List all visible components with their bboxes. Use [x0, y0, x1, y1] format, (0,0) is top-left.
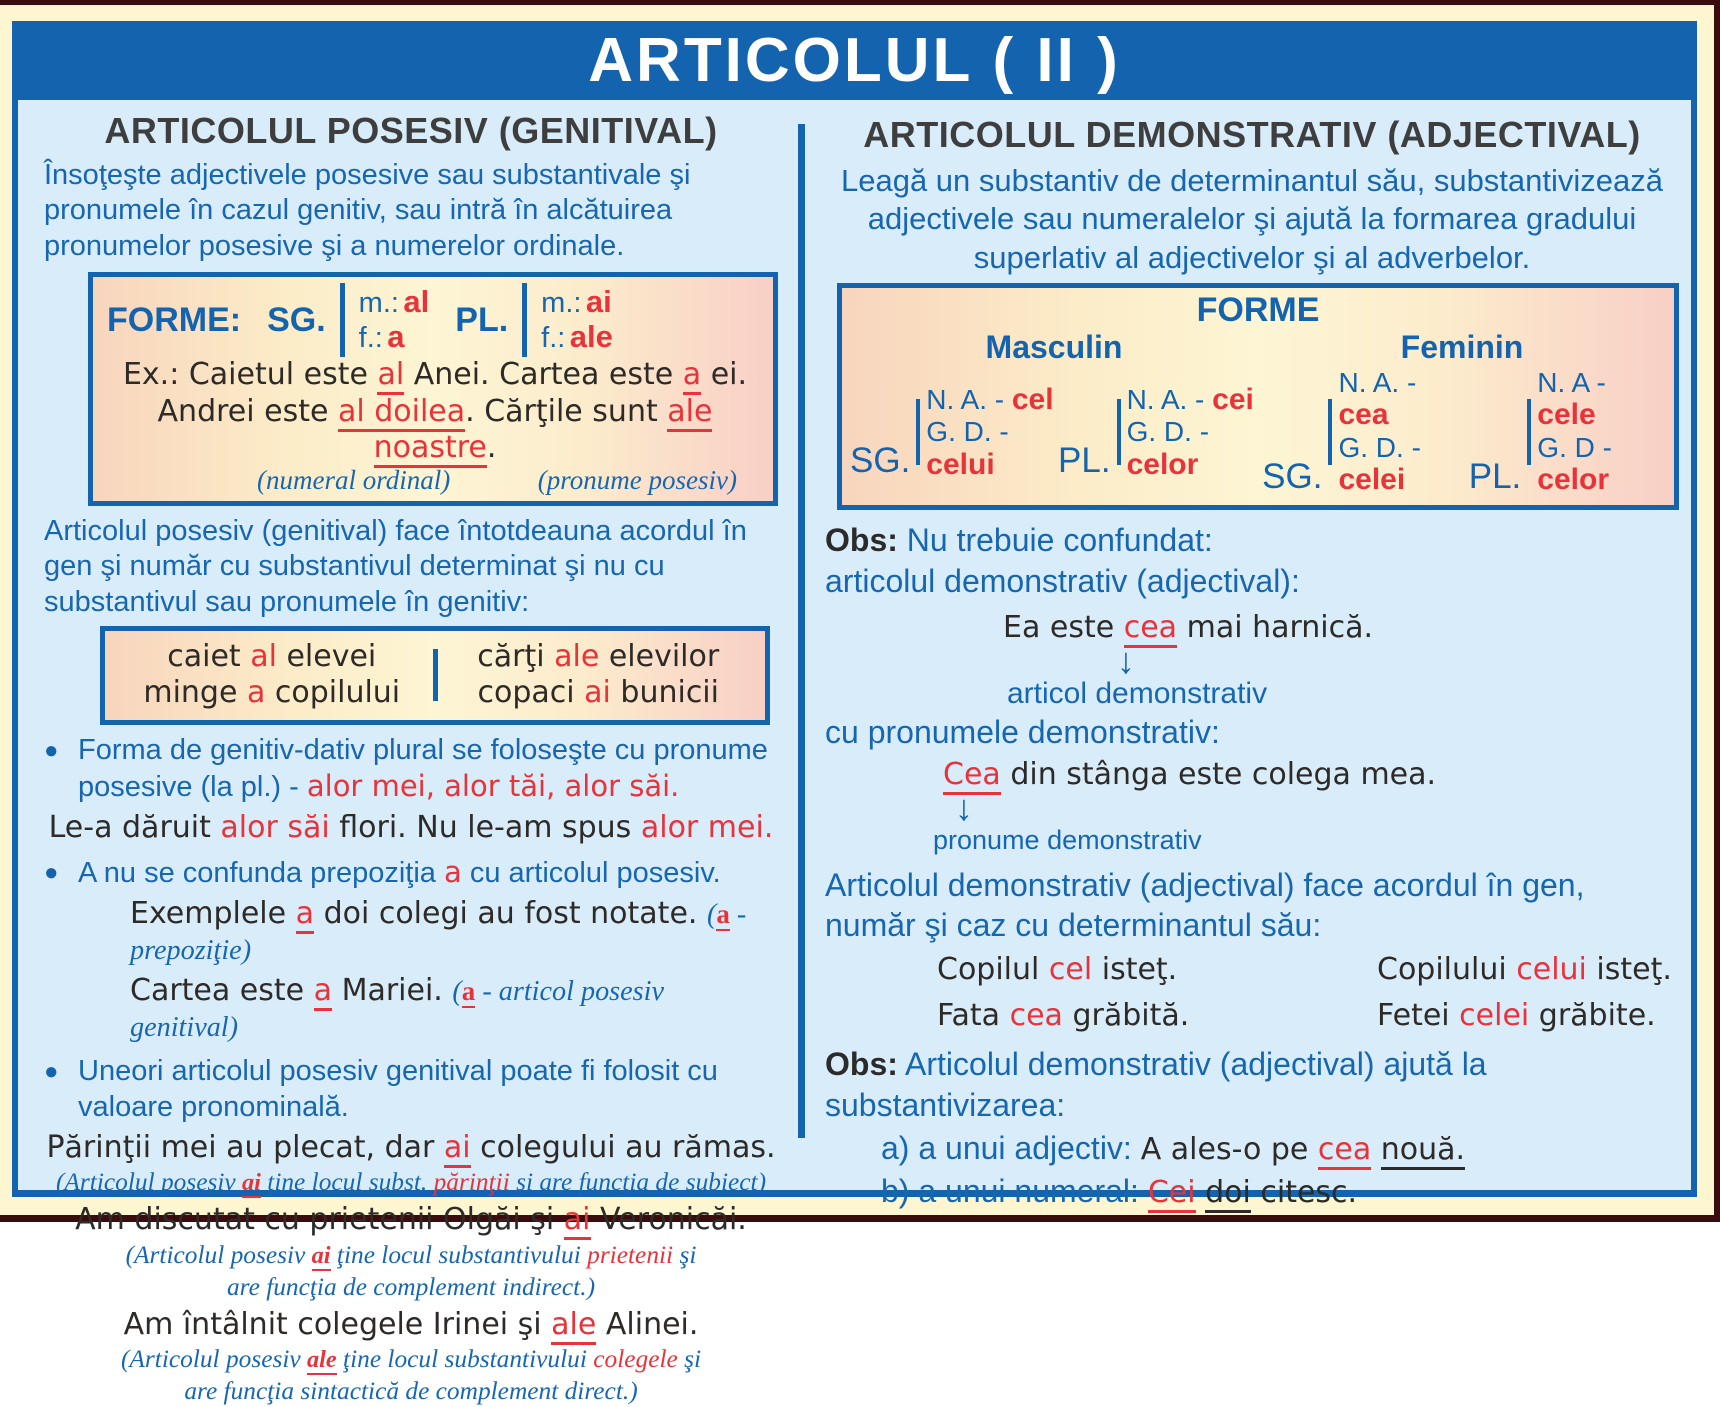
bullet2-example-2: Cartea este a Mariei. (a - articol posesiv genitival) [130, 972, 664, 1044]
bullet-genitiv-dativ [44, 733, 778, 806]
bullet3-note-3-line2: are funcţia sintactică de complement direct.) [184, 1377, 638, 1406]
poster-sheet [12, 21, 1697, 1406]
sg-f-label: f.: [358, 322, 383, 355]
note-numeral-ordinal: (numeral ordinal) [257, 464, 451, 495]
feminin-label: Feminin [1400, 328, 1524, 365]
item-numeral: b) a unui numeral: Cei doi citesc. [881, 1172, 1679, 1211]
down-arrow-icon: ↓ [955, 787, 973, 829]
sg-m-value: al [403, 284, 430, 320]
separator-bar [340, 283, 345, 357]
sg-f-value: a [387, 319, 405, 355]
title-bar [12, 21, 1697, 100]
pl-m-value: ai [585, 284, 612, 320]
demonstrativ-example-1: Ea este cea mai harnică. [825, 610, 1679, 646]
sg-forms [359, 285, 430, 355]
bullet-text: Forma de genitiv-dativ plural se foloseşte cu pronume posesive (la pl.) - alor mei, alor tăi, alor săi. [78, 734, 768, 804]
declension-group-sg-masc: SG. N. A. - cel G. D. - celui [850, 382, 1054, 481]
intro-posesiv: Însoţeşte adjectivele posesive sau substantivale şi pronumele în cazul genitiv, sau intră în alcătuirea pronumelor posesive şi a numerelor ordinale. [44, 159, 691, 262]
declension-group-pl-masc: PL. N. A. - cei G. D. - celor [1058, 382, 1254, 481]
bullet3-example-3: Am întâlnit colegele Irinei şi ale Alinei. [44, 1307, 778, 1344]
poster-content [12, 100, 1697, 1406]
sg-m-label: m.: [358, 287, 399, 320]
column-posesiv [18, 100, 798, 1406]
separator-bar [1328, 399, 1332, 465]
right-edge-line [1714, 0, 1720, 1222]
obs-label: Obs: [825, 521, 898, 558]
obs2-line2: substantivizarea: [825, 1086, 1066, 1123]
separator-bar [522, 283, 527, 357]
forme-example-1: Ex.: Caietul este al Anei. Cartea este a ei. [107, 357, 763, 394]
forme-example-2: Andrei este al doilea. Cărţile sunt ale noastre. [107, 394, 763, 467]
gender-row [850, 330, 1666, 365]
bullet-text: Uneori articolul posesiv genitival poate fi folosit cu valoare pronominală. [78, 1054, 718, 1123]
bullet-icon: ● [44, 1057, 59, 1085]
tag-pronume-demonstrativ: pronume demonstrativ [933, 824, 1202, 855]
forme-row [107, 283, 763, 357]
pl-m-label: m.: [541, 287, 582, 320]
heading-demonstrativ: ARTICOLUL DEMONSTRATIV (ADJECTIVAL) [863, 114, 1641, 155]
bullet3-example-2: Am discutat cu prietenii Olgăi şi ai Veronicăi. [44, 1202, 778, 1239]
bullet3-note-2-line2: are funcţia de complement indirect.) [226, 1272, 596, 1301]
heading-posesiv: ARTICOLUL POSESIV (GENITIVAL) [104, 110, 718, 151]
declension-groups [850, 367, 1666, 497]
forme-label: FORME: [107, 300, 242, 339]
agreement-examples-demonstrativ [825, 952, 1679, 1034]
separator-bar [916, 399, 920, 465]
declension-group-sg-fem: SG. N. A. - cea G. D. - celei [1262, 366, 1421, 497]
obs1-line2: articolul demonstrativ (adjectival): [825, 562, 1300, 599]
forme-box-demonstrativ [837, 283, 1679, 509]
agreement-left-column [111, 639, 433, 712]
obs1-line3: cu pronumele demonstrativ: [825, 714, 1220, 751]
agreement-right-column [438, 639, 760, 712]
agreement-examples-box [100, 626, 770, 725]
forme-title: FORME [1196, 291, 1320, 330]
agree-example: Copilului celui isteţ. [1377, 951, 1672, 987]
pl-f-label: f.: [541, 322, 566, 355]
separator-bar [1117, 399, 1121, 465]
obs1-line1: Obs: Nu trebuie confundat: [825, 521, 1213, 558]
pl-f-value: ale [569, 319, 613, 355]
page-title: ARTICOLUL ( II ) [588, 26, 1121, 95]
bullet3-note-3-line1: (Articolul posesiv ale ţine locul substantivului colegele şi [120, 1345, 702, 1374]
pl-forms [541, 285, 613, 355]
bullet3-note-2-line1: (Articolul posesiv ai ţine locul substantivului prietenii şi [125, 1240, 697, 1269]
agreement-example: caiet al elevei [167, 638, 377, 674]
substantivizare-items [825, 1129, 1679, 1211]
item-adjectiv: a) a unui adjectiv: A ales-o pe cea nouă. [881, 1129, 1679, 1168]
agreement-text-demonstrativ: Articolul demonstrativ (adjectival) face acordul în gen, număr şi caz cu determinantul său: [825, 867, 1585, 943]
intro-demonstrativ: Leagă un substantiv de determinantul său, substantivizează adjectivele sau numeralelor şi ajută la formarea gradului superlativ al adjectivelor şi al adverbelor. [840, 163, 1664, 275]
agreement-example: cărţi ale elevilor [477, 638, 720, 674]
top-edge-line [0, 0, 1720, 5]
forme-box-posesiv [88, 272, 778, 506]
column-demonstrativ [805, 100, 1691, 1211]
bullet3-note-1: (Articolul posesiv ai ţine locul subst. părinţii şi are funcţia de subiect) [55, 1168, 767, 1197]
bullet-icon: ● [44, 858, 59, 886]
tag-articol-demonstrativ: articol demonstrativ [1007, 677, 1268, 711]
masculin-label: Masculin [985, 328, 1123, 365]
forme-notes [107, 465, 763, 497]
sg-label: SG. [267, 300, 326, 339]
separator-bar [1527, 399, 1531, 465]
obs2-line1: Obs: Articolul demonstrativ (adjectival) ajută la [825, 1045, 1487, 1082]
bullet-icon: ● [44, 737, 59, 765]
down-arrow-icon: ↓ [1117, 639, 1135, 681]
bullet2-example-1: Exemplele a doi colegi au fost notate. (a - prepoziţie) [130, 895, 747, 967]
agree-example: Fata cea grăbită. [937, 997, 1190, 1033]
column-divider [798, 124, 805, 1138]
bullet3-example-1: Părinţii mei au plecat, dar ai colegului au rămas. [44, 1130, 778, 1167]
agreement-example: minge a copilului [143, 675, 401, 711]
pl-label: PL. [455, 300, 509, 339]
bullet-valoare-pronominala [44, 1054, 778, 1126]
agreement-example: copaci ai bunicii [477, 675, 719, 711]
declension-group-pl-fem: PL. N. A - cele G. D - celor [1468, 366, 1612, 497]
bullet1-example: Le-a dăruit alor săi flori. Nu le-am spus alor mei. [48, 809, 774, 845]
bullet-text: A nu se confunda prepoziţia a cu articolul posesiv. [78, 854, 721, 889]
agree-example: Fetei celei grăbite. [1377, 997, 1656, 1033]
obs-label: Obs: [825, 1045, 898, 1082]
agreement-text-posesiv: Articolul posesiv (genitival) face întotdeauna acordul în gen şi număr cu substantivul determinat şi nu cu substantivul sau pronumele în genitiv: [44, 514, 747, 618]
bullet-prepozitia-a [44, 855, 778, 892]
demonstrativ-example-2: Cea din stânga este colega mea. [825, 757, 1679, 793]
note-pronume-posesiv: (pronume posesiv) [537, 464, 737, 495]
agree-example: Copilul cel isteţ. [937, 951, 1178, 987]
